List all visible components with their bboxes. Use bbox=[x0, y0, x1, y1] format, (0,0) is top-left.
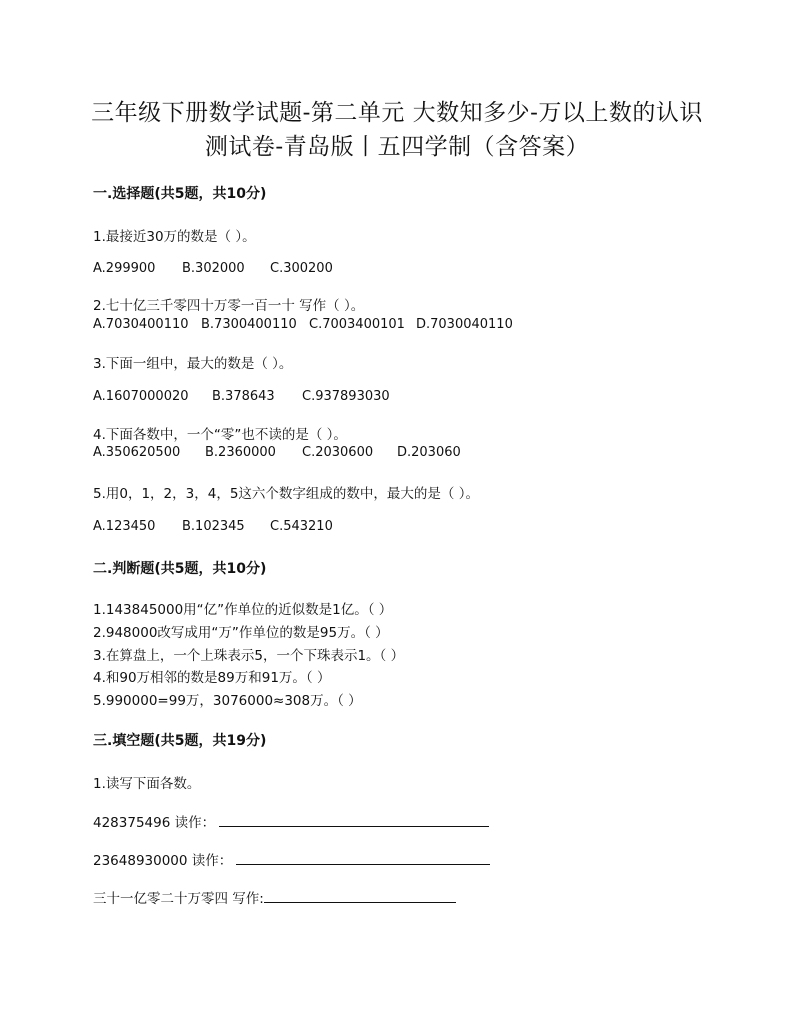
question-1-option-b: B.302000 bbox=[182, 261, 245, 276]
question-4-option-b: B.2360000 bbox=[205, 445, 276, 460]
page-title-line1: 三年级下册数学试题-第二单元 大数知多少-万以上数的认识 bbox=[91, 100, 703, 126]
page-title-line2: 测试卷-青岛版丨五四学制（含答案） bbox=[204, 134, 590, 160]
question-3-option-b: B.378643 bbox=[212, 389, 275, 404]
judgement-item-5: 5.990000=99万，3076000≈308万。（ ） bbox=[93, 693, 362, 709]
section-heading-choice: 一.选择题(共5题，共10分) bbox=[93, 186, 267, 202]
fill-row-3 bbox=[93, 887, 456, 907]
question-2-option-a: A.7030400110 bbox=[93, 317, 189, 332]
fill-row-1 bbox=[93, 811, 489, 831]
judgement-item-1: 1.143845000用“亿”作单位的近似数是1亿。（ ） bbox=[93, 602, 393, 618]
judgement-item-2: 2.948000改写成用“万”作单位的数是95万。（ ） bbox=[93, 625, 389, 641]
question-2-option-c: C.7003400101 bbox=[309, 317, 405, 332]
judgement-item-4: 4.和90万相邻的数是89万和91万。（ ） bbox=[93, 670, 331, 686]
answer-blank-2[interactable] bbox=[236, 850, 490, 865]
question-2-option-d: D.7030040110 bbox=[416, 317, 513, 332]
question-5-option-b: B.102345 bbox=[182, 519, 245, 534]
question-4-option-d: D.203060 bbox=[397, 445, 461, 460]
section-heading-judgement: 二.判断题(共5题，共10分) bbox=[93, 561, 267, 577]
section-heading-fill-blank: 三.填空题(共5题，共19分) bbox=[93, 733, 267, 749]
question-5-option-c: C.543210 bbox=[270, 519, 333, 534]
fill-question-1-text: 1.读写下面各数。 bbox=[93, 776, 201, 792]
question-4-text: 4.下面各数中，一个“零”也不读的是（ ）。 bbox=[93, 427, 347, 443]
fill-row-1-label: 428375496 读作： bbox=[93, 815, 216, 831]
question-3-text: 3.下面一组中，最大的数是（ ）。 bbox=[93, 356, 293, 372]
fill-row-2-label: 23648930000 读作： bbox=[93, 853, 233, 869]
question-5-option-a: A.123450 bbox=[93, 519, 156, 534]
question-5-text: 5.用0，1，2，3，4，5这六个数字组成的数中，最大的是（ ）。 bbox=[93, 486, 479, 502]
judgement-item-3: 3.在算盘上，一个上珠表示5，一个下珠表示1。（ ） bbox=[93, 648, 405, 664]
question-3-option-a: A.1607000020 bbox=[93, 389, 189, 404]
question-1-option-c: C.300200 bbox=[270, 261, 333, 276]
question-2-text: 2.七十亿三千零四十万零一百一十 写作（ ）。 bbox=[93, 298, 365, 314]
question-2-option-b: B.7300400110 bbox=[201, 317, 297, 332]
fill-row-2 bbox=[93, 849, 490, 869]
question-4-option-a: A.350620500 bbox=[93, 445, 181, 460]
question-4-option-c: C.2030600 bbox=[302, 445, 374, 460]
question-1-text: 1.最接近30万的数是（ ）。 bbox=[93, 229, 256, 245]
question-1-option-a: A.299900 bbox=[93, 261, 156, 276]
fill-row-3-label: 三十一亿零二十万零四 写作: bbox=[93, 891, 264, 907]
answer-blank-1[interactable] bbox=[219, 812, 489, 827]
question-3-option-c: C.937893030 bbox=[302, 389, 390, 404]
answer-blank-3[interactable] bbox=[264, 888, 456, 903]
